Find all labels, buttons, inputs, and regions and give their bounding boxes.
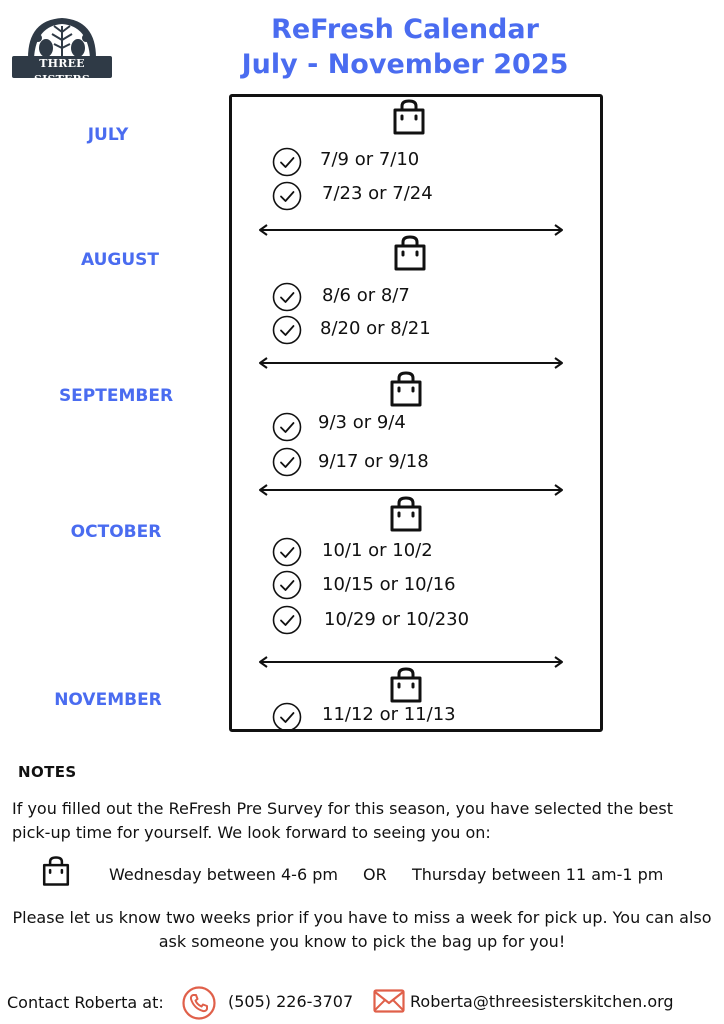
pickup-option-thursday: Thursday between 11 am-1 pm: [412, 865, 664, 884]
contact-label: Contact Roberta at:: [7, 993, 164, 1012]
logo-wordmark: THREE SISTERS KITCHEN: [12, 56, 112, 78]
pickup-date: 10/1 or 10/2: [322, 540, 433, 561]
pickup-date: 11/12 or 11/13: [322, 704, 456, 725]
double-arrow-divider-icon: [258, 357, 564, 369]
check-circle-icon: [272, 282, 302, 312]
page-subtitle: July - November 2025: [241, 49, 569, 80]
pickup-option-wednesday: Wednesday between 4-6 pm: [109, 865, 338, 884]
notes-heading: NOTES: [18, 763, 77, 781]
check-circle-icon: [272, 181, 302, 211]
shopping-bag-icon: [390, 98, 428, 136]
notes-paragraph-missed-week: Please let us know two weeks prior if you have to miss a week for pick up. You can also ask someone you know to pick the bag up for you!: [12, 908, 712, 951]
check-circle-icon: [272, 702, 302, 732]
contact-email[interactable]: Roberta@threesisterskitchen.org: [410, 992, 674, 1011]
check-circle-icon: [272, 605, 302, 635]
check-circle-icon: [272, 147, 302, 177]
phone-icon: [182, 986, 216, 1020]
shopping-bag-icon: [40, 855, 72, 887]
pickup-date: 10/29 or 10/230: [324, 609, 470, 630]
check-circle-icon: [272, 537, 302, 567]
shopping-bag-icon: [387, 370, 425, 408]
check-circle-icon: [272, 447, 302, 477]
month-label-september: SEPTEMBER: [58, 386, 174, 406]
notes-paragraph-survey: If you filled out the ReFresh Pre Survey for this season, you have selected the best pick-up time for yourself. We look forward to seeing you on:: [12, 799, 673, 842]
month-label-july: JULY: [87, 125, 129, 145]
logo-emblem-icon: [10, 12, 114, 60]
pickup-date: 7/23 or 7/24: [322, 183, 433, 204]
shopping-bag-icon: [387, 495, 425, 533]
three-sisters-kitchen-logo: [10, 12, 114, 93]
shopping-bag-icon: [391, 234, 429, 272]
pickup-date: 8/6 or 8/7: [322, 285, 410, 306]
check-circle-icon: [272, 412, 302, 442]
pickup-date: 9/3 or 9/4: [318, 412, 406, 433]
check-circle-icon: [272, 315, 302, 345]
contact-phone[interactable]: (505) 226-3707: [228, 992, 354, 1011]
month-label-august: AUGUST: [80, 250, 160, 270]
pickup-date: 8/20 or 8/21: [320, 318, 431, 339]
pickup-date: 9/17 or 9/18: [318, 451, 429, 472]
month-label-october: OCTOBER: [70, 522, 162, 542]
month-label-november: NOVEMBER: [54, 690, 162, 710]
pickup-date: 7/9 or 7/10: [320, 149, 420, 170]
pickup-date: 10/15 or 10/16: [322, 574, 456, 595]
shopping-bag-icon: [387, 666, 425, 704]
pickup-option-separator: OR: [363, 865, 387, 884]
mail-icon: [373, 989, 405, 1013]
check-circle-icon: [272, 570, 302, 600]
page-title: ReFresh Calendar: [271, 14, 539, 45]
